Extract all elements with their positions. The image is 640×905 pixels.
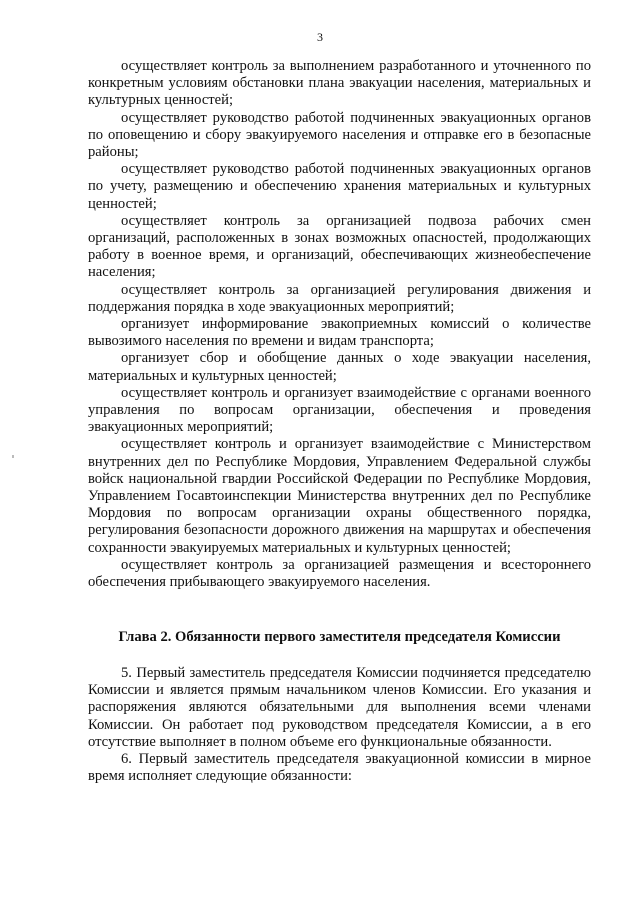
duty-paragraph: осуществляет контроль за организацией размещения и всестороннего обеспечения прибывающего эвакуируемого населения. <box>88 556 591 591</box>
duty-paragraph: организует информирование эвакоприемных комиссий о количестве вывозимого населения по времени и видам транспорта; <box>88 316 591 350</box>
duty-paragraph: осуществляет руководство работой подчиненных эвакуационных органов по учету, размещению и обеспечению хранения материальных и культурных ценностей; <box>88 161 591 212</box>
chapter-paragraph: 5. Первый заместитель председателя Комиссии подчиняется председателю Комиссии и является прямым начальником членов Комиссии. Его указания и распоряжения являются обязательными для выполнения всеми членами Комиссии. Он работает под руководством председателя Комиссии, а в его отсутствие выполняет в полном объеме его функциональные обязанности. <box>88 665 591 750</box>
chapter-body <box>88 665 591 785</box>
chapter-heading: Глава 2. Обязанности первого заместителя председателя Комиссии <box>118 629 561 645</box>
scan-speck <box>12 455 14 458</box>
duty-paragraph: организует сбор и обобщение данных о ходе эвакуации населения, материальных и культурных ценностей; <box>88 350 591 384</box>
duty-paragraph: осуществляет руководство работой подчиненных эвакуационных органов по оповещению и сбору эвакуируемого населения и отправке его в безопасные районы; <box>88 109 591 161</box>
duties-list <box>88 58 591 591</box>
duty-paragraph: осуществляет контроль за выполнением разработанного и уточненного по конкретным условиям обстановки плана эвакуации населения, материальных и культурных ценностей; <box>88 58 591 109</box>
duty-paragraph: осуществляет контроль за организацией регулирования движения и поддержания порядка в ходе эвакуационных мероприятий; <box>88 281 591 315</box>
page-number: 3 <box>317 30 323 44</box>
duty-paragraph: осуществляет контроль и организует взаимодействие с органами военного управления по вопросам организации, обеспечения и проведения эвакуационных мероприятий; <box>88 384 591 436</box>
chapter-paragraph: 6. Первый заместитель председателя эвакуационной комиссии в мирное время исполняет следующие обязанности: <box>88 751 591 785</box>
duty-paragraph: осуществляет контроль за организацией подвоза рабочих смен организаций, расположенных в зонах возможных опасностей, продолжающих работу в военное время, и организаций, обеспечивающих жизнеобеспечение населения; <box>88 212 591 281</box>
duty-paragraph: осуществляет контроль и организует взаимодействие с Министерством внутренних дел по Республике Мордовия, Управлением Федеральной службы войск национальной гвардии Российской Федерации по Республике Мордовия, Управлением Госавтоинспекции Министерства внутренних дел по Республике Мордовия по вопросам организации охраны общественного порядка, регулирования безопасности дорожного движения на маршрутах и обеспечения сохранности эвакуируемых материальных и культурных ценностей; <box>88 436 591 556</box>
